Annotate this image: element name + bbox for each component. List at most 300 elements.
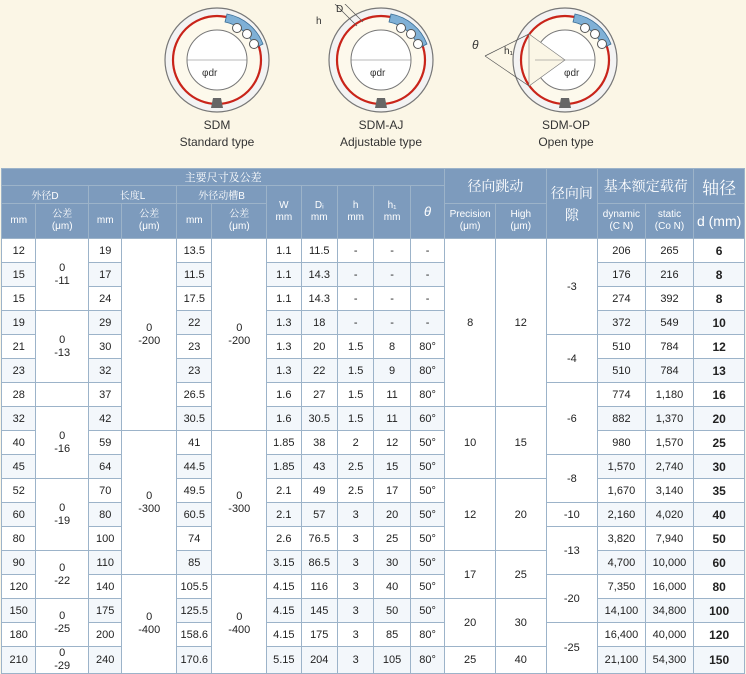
header-b-tol bbox=[212, 204, 267, 239]
dynamic-load-cell: 3,820 bbox=[598, 527, 646, 551]
groove-b-cell: 23 bbox=[177, 359, 212, 383]
dtol-upper: 0 bbox=[59, 561, 66, 574]
di-cell: 30.5 bbox=[301, 407, 337, 431]
figure-sdm bbox=[142, 4, 292, 150]
outer-d-cell: 120 bbox=[2, 575, 36, 599]
ltol-cell bbox=[122, 575, 177, 674]
di-cell: 43 bbox=[301, 455, 337, 479]
dynamic-load-cell: 2,160 bbox=[598, 503, 646, 527]
h-cell: 1.5 bbox=[337, 383, 373, 407]
theta-cell: 50° bbox=[410, 599, 445, 623]
theta-cell: 50° bbox=[410, 551, 445, 575]
header-h-label: h bbox=[352, 200, 359, 211]
h1-cell: 8 bbox=[374, 335, 410, 359]
di-cell: 14.3 bbox=[301, 287, 337, 311]
shaft-diameter-cell: 8 bbox=[694, 287, 745, 311]
table-row bbox=[2, 647, 745, 674]
table-row bbox=[2, 263, 745, 287]
dtol-upper: 0 bbox=[59, 647, 66, 659]
length-l-cell: 70 bbox=[89, 479, 122, 503]
high-cell: 30 bbox=[495, 599, 546, 647]
outer-d-cell: 23 bbox=[2, 359, 36, 383]
header-d-mm: mm bbox=[2, 204, 36, 239]
shaft-diameter-cell: 80 bbox=[694, 575, 745, 599]
header-h1-label: h₁ bbox=[387, 200, 397, 211]
w-cell: 1.3 bbox=[267, 335, 301, 359]
header-di-label: Dᵢ bbox=[314, 200, 324, 211]
sdm-op-dim-label: φdr bbox=[564, 68, 580, 79]
dtol-lower: -11 bbox=[54, 274, 70, 287]
di-cell: 49 bbox=[301, 479, 337, 503]
theta-cell: 50° bbox=[410, 503, 445, 527]
header-static-unit: (Co N) bbox=[654, 221, 685, 232]
w-cell: 1.85 bbox=[267, 455, 301, 479]
header-b-tol-label: 公差 bbox=[229, 209, 250, 220]
sdm-aj-drawing bbox=[321, 4, 441, 116]
shaft-diameter-cell: 16 bbox=[694, 383, 745, 407]
theta-cell: - bbox=[410, 287, 445, 311]
static-load-cell: 1,180 bbox=[645, 383, 694, 407]
high-cell: 40 bbox=[495, 647, 546, 674]
sdm-drawing bbox=[161, 4, 273, 116]
length-l-cell: 37 bbox=[89, 383, 122, 407]
h-cell: 3 bbox=[337, 503, 373, 527]
di-cell: 14.3 bbox=[301, 263, 337, 287]
outer-d-cell: 60 bbox=[2, 503, 36, 527]
di-cell: 38 bbox=[301, 431, 337, 455]
h1-cell: 105 bbox=[374, 647, 410, 674]
di-cell: 86.5 bbox=[301, 551, 337, 575]
sdm-aj-d-label: D bbox=[336, 4, 344, 15]
table-row bbox=[2, 407, 745, 431]
sdm-caption-type: Standard type bbox=[179, 135, 255, 149]
h1-cell: - bbox=[374, 263, 410, 287]
btol-cell bbox=[212, 239, 267, 431]
dtol-cell bbox=[36, 599, 89, 647]
dtol-lower: -16 bbox=[54, 442, 71, 455]
table-row bbox=[2, 623, 745, 647]
ltol-upper: 0 bbox=[146, 489, 153, 502]
static-load-cell: 10,000 bbox=[645, 551, 694, 575]
ltol-cell bbox=[122, 431, 177, 575]
table-row bbox=[2, 359, 745, 383]
high-cell: 15 bbox=[495, 407, 546, 479]
high-cell: 25 bbox=[495, 551, 546, 599]
groove-b-cell: 23 bbox=[177, 335, 212, 359]
table-row bbox=[2, 479, 745, 503]
length-l-cell: 42 bbox=[89, 407, 122, 431]
header-h-unit: mm bbox=[347, 212, 364, 223]
header-l-tol-label: 公差 bbox=[139, 209, 160, 220]
static-load-cell: 7,940 bbox=[645, 527, 694, 551]
precision-cell: 17 bbox=[445, 551, 496, 599]
shaft-diameter-cell: 60 bbox=[694, 551, 745, 575]
groove-b-cell: 26.5 bbox=[177, 383, 212, 407]
groove-b-cell: 44.5 bbox=[177, 455, 212, 479]
table-row bbox=[2, 527, 745, 551]
header-precision-unit: (μm) bbox=[459, 221, 481, 232]
length-l-cell: 80 bbox=[89, 503, 122, 527]
table-row bbox=[2, 239, 745, 263]
h1-cell: - bbox=[374, 287, 410, 311]
shaft-diameter-cell: 20 bbox=[694, 407, 745, 431]
shaft-diameter-cell: 150 bbox=[694, 647, 745, 674]
header-radial-runout: 径向跳动 bbox=[445, 169, 546, 204]
dtol-cell bbox=[36, 551, 89, 599]
outer-d-cell: 40 bbox=[2, 431, 36, 455]
dtol-lower: -19 bbox=[54, 514, 71, 527]
outer-d-cell: 28 bbox=[2, 383, 36, 407]
groove-b-cell: 125.5 bbox=[177, 599, 212, 623]
shaft-diameter-cell: 35 bbox=[694, 479, 745, 503]
di-cell: 11.5 bbox=[301, 239, 337, 263]
btol-upper: 0 bbox=[236, 321, 243, 334]
sdm-op-caption-type: Open type bbox=[538, 135, 594, 149]
shaft-diameter-cell: 6 bbox=[694, 239, 745, 263]
di-cell: 18 bbox=[301, 311, 337, 335]
length-l-cell: 29 bbox=[89, 311, 122, 335]
sdm-op-caption-name: SDM-OP bbox=[542, 118, 590, 132]
static-load-cell: 549 bbox=[645, 311, 694, 335]
sdm-op-theta-label: θ bbox=[472, 38, 479, 52]
h1-cell: 50 bbox=[374, 599, 410, 623]
shaft-diameter-cell: 12 bbox=[694, 335, 745, 359]
length-l-cell: 24 bbox=[89, 287, 122, 311]
btol-lower: -200 bbox=[228, 334, 251, 347]
w-cell: 1.85 bbox=[267, 431, 301, 455]
length-l-cell: 64 bbox=[89, 455, 122, 479]
clearance-cell: -20 bbox=[546, 575, 598, 623]
theta-cell: 50° bbox=[410, 455, 445, 479]
header-dynamic bbox=[598, 204, 646, 239]
ltol-lower: -300 bbox=[138, 502, 161, 515]
outer-d-cell: 15 bbox=[2, 263, 36, 287]
theta-cell: 80° bbox=[410, 335, 445, 359]
di-cell: 22 bbox=[301, 359, 337, 383]
header-dynamic-unit: (C N) bbox=[609, 221, 634, 232]
theta-cell: - bbox=[410, 239, 445, 263]
ltol-lower: -200 bbox=[138, 334, 161, 347]
header-h1-unit: mm bbox=[383, 212, 401, 223]
theta-cell: 50° bbox=[410, 479, 445, 503]
precision-cell: 10 bbox=[445, 407, 496, 479]
static-load-cell: 34,800 bbox=[645, 599, 694, 623]
precision-cell: 25 bbox=[445, 647, 496, 674]
precision-cell: 8 bbox=[445, 239, 496, 407]
theta-cell: 80° bbox=[410, 623, 445, 647]
groove-b-cell: 22 bbox=[177, 311, 212, 335]
header-high bbox=[495, 204, 546, 239]
w-cell: 2.6 bbox=[267, 527, 301, 551]
theta-cell: 80° bbox=[410, 359, 445, 383]
dtol-cell bbox=[36, 479, 89, 551]
length-l-cell: 100 bbox=[89, 527, 122, 551]
btol-cell bbox=[212, 431, 267, 575]
w-cell: 1.6 bbox=[267, 383, 301, 407]
btol-cell bbox=[212, 575, 267, 674]
header-shaft: 轴径 bbox=[694, 169, 745, 204]
dynamic-load-cell: 176 bbox=[598, 263, 646, 287]
shaft-diameter-cell: 8 bbox=[694, 263, 745, 287]
sdm-aj-dim-label: φdr bbox=[370, 68, 386, 79]
w-cell: 1.3 bbox=[267, 359, 301, 383]
sdm-caption-name: SDM bbox=[203, 118, 231, 132]
spec-table bbox=[1, 168, 745, 674]
outer-d-cell: 90 bbox=[2, 551, 36, 575]
header-static bbox=[645, 204, 694, 239]
h1-cell: 9 bbox=[374, 359, 410, 383]
shaft-diameter-cell: 40 bbox=[694, 503, 745, 527]
outer-d-cell: 19 bbox=[2, 311, 36, 335]
header-b-tol-unit: (μm) bbox=[228, 221, 250, 232]
theta-cell: 50° bbox=[410, 575, 445, 599]
w-cell: 1.1 bbox=[267, 239, 301, 263]
ltol-cell bbox=[122, 239, 177, 431]
w-cell: 4.15 bbox=[267, 599, 301, 623]
dynamic-load-cell: 274 bbox=[598, 287, 646, 311]
groove-b-cell: 158.6 bbox=[177, 623, 212, 647]
static-load-cell: 40,000 bbox=[645, 623, 694, 647]
sdm-aj-caption-name: SDM-AJ bbox=[358, 118, 404, 132]
dynamic-load-cell: 14,100 bbox=[598, 599, 646, 623]
shaft-diameter-cell: 10 bbox=[694, 311, 745, 335]
ltol-upper: 0 bbox=[146, 611, 153, 623]
high-cell: 20 bbox=[495, 479, 546, 551]
table-row bbox=[2, 551, 745, 575]
outer-d-cell: 32 bbox=[2, 407, 36, 431]
outer-d-cell: 12 bbox=[2, 239, 36, 263]
ltol-upper: 0 bbox=[146, 321, 153, 334]
theta-cell: 50° bbox=[410, 527, 445, 551]
static-load-cell: 265 bbox=[645, 239, 694, 263]
spec-table-body bbox=[2, 239, 745, 674]
outer-d-cell: 180 bbox=[2, 623, 36, 647]
sdm-dim-label: φdr bbox=[202, 68, 218, 79]
header-l-tol-unit: (μm) bbox=[138, 221, 160, 232]
shaft-diameter-cell: 100 bbox=[694, 599, 745, 623]
theta-cell: 50° bbox=[410, 431, 445, 455]
dtol-lower: -29 bbox=[54, 660, 71, 672]
outer-d-cell: 45 bbox=[2, 455, 36, 479]
dynamic-load-cell: 206 bbox=[598, 239, 646, 263]
table-row bbox=[2, 575, 745, 599]
sdm-aj-caption-type: Adjustable type bbox=[339, 135, 423, 149]
header-high-unit: (μm) bbox=[510, 221, 532, 232]
length-l-cell: 200 bbox=[89, 623, 122, 647]
dtol-cell bbox=[36, 239, 89, 311]
di-cell: 116 bbox=[301, 575, 337, 599]
header-h1 bbox=[374, 186, 410, 239]
length-l-cell: 175 bbox=[89, 599, 122, 623]
dtol-lower: -22 bbox=[54, 574, 71, 587]
dynamic-load-cell: 510 bbox=[598, 359, 646, 383]
sdm-op-drawing bbox=[473, 4, 623, 116]
h1-cell: 12 bbox=[374, 431, 410, 455]
header-high-label: High bbox=[510, 209, 532, 220]
figure-sdm-op bbox=[468, 4, 628, 150]
groove-b-cell: 49.5 bbox=[177, 479, 212, 503]
header-static-label: static bbox=[657, 209, 682, 220]
h1-cell: - bbox=[374, 311, 410, 335]
outer-d-cell: 15 bbox=[2, 287, 36, 311]
h-cell: 1.5 bbox=[337, 407, 373, 431]
dtol-upper: 0 bbox=[59, 261, 66, 274]
h1-cell: - bbox=[374, 239, 410, 263]
outer-d-cell: 80 bbox=[2, 527, 36, 551]
di-cell: 204 bbox=[301, 647, 337, 674]
dtol-cell bbox=[36, 647, 89, 674]
header-d-tol bbox=[36, 204, 89, 239]
groove-b-cell: 170.6 bbox=[177, 647, 212, 674]
theta-cell: 80° bbox=[410, 647, 445, 674]
length-l-cell: 59 bbox=[89, 431, 122, 455]
h-cell: 3 bbox=[337, 647, 373, 674]
h1-cell: 20 bbox=[374, 503, 410, 527]
dtol-upper: 0 bbox=[59, 501, 66, 514]
h-cell: 2.5 bbox=[337, 479, 373, 503]
header-w-unit: mm bbox=[275, 212, 293, 223]
dtol-lower: -13 bbox=[54, 346, 71, 359]
table-row bbox=[2, 335, 745, 359]
w-cell: 1.1 bbox=[267, 287, 301, 311]
header-length-l: 长度L bbox=[89, 186, 177, 204]
table-row bbox=[2, 599, 745, 623]
h-cell: 1.5 bbox=[337, 335, 373, 359]
h1-cell: 17 bbox=[374, 479, 410, 503]
header-theta: θ bbox=[410, 186, 445, 239]
w-cell: 1.3 bbox=[267, 311, 301, 335]
static-load-cell: 54,300 bbox=[645, 647, 694, 674]
dtol-lower: -25 bbox=[54, 622, 71, 635]
shaft-diameter-cell: 13 bbox=[694, 359, 745, 383]
clearance-cell: -6 bbox=[546, 383, 598, 455]
h-cell: 3 bbox=[337, 599, 373, 623]
btol-lower: -400 bbox=[228, 624, 251, 636]
btol-lower: -300 bbox=[228, 502, 251, 515]
static-load-cell: 3,140 bbox=[645, 479, 694, 503]
h1-cell: 11 bbox=[374, 383, 410, 407]
table-row bbox=[2, 287, 745, 311]
h1-cell: 30 bbox=[374, 551, 410, 575]
header-outer-d: 外径D bbox=[2, 186, 89, 204]
h-cell: 2.5 bbox=[337, 455, 373, 479]
dtol-upper: 0 bbox=[59, 429, 66, 442]
header-main-dimensions: 主要尺寸及公差 bbox=[2, 169, 445, 186]
header-rated-load: 基本额定载荷 bbox=[598, 169, 694, 204]
dynamic-load-cell: 372 bbox=[598, 311, 646, 335]
static-load-cell: 1,570 bbox=[645, 431, 694, 455]
header-w-label: W bbox=[279, 200, 289, 211]
length-l-cell: 30 bbox=[89, 335, 122, 359]
groove-b-cell: 74 bbox=[177, 527, 212, 551]
static-load-cell: 1,370 bbox=[645, 407, 694, 431]
theta-cell: 60° bbox=[410, 407, 445, 431]
precision-cell: 20 bbox=[445, 599, 496, 647]
groove-b-cell: 85 bbox=[177, 551, 212, 575]
btol-upper: 0 bbox=[236, 489, 243, 502]
w-cell: 1.6 bbox=[267, 407, 301, 431]
h-cell: 1.5 bbox=[337, 359, 373, 383]
h-cell: 3 bbox=[337, 623, 373, 647]
w-cell: 3.15 bbox=[267, 551, 301, 575]
header-di bbox=[301, 186, 337, 239]
static-load-cell: 4,020 bbox=[645, 503, 694, 527]
clearance-cell: -25 bbox=[546, 623, 598, 674]
groove-b-cell: 11.5 bbox=[177, 263, 212, 287]
header-dynamic-label: dynamic bbox=[602, 209, 641, 220]
groove-b-cell: 17.5 bbox=[177, 287, 212, 311]
outer-d-cell: 52 bbox=[2, 479, 36, 503]
outer-d-cell: 150 bbox=[2, 599, 36, 623]
dynamic-load-cell: 510 bbox=[598, 335, 646, 359]
w-cell: 5.15 bbox=[267, 647, 301, 674]
static-load-cell: 216 bbox=[645, 263, 694, 287]
header-di-unit: mm bbox=[310, 212, 328, 223]
figure-area bbox=[0, 0, 746, 168]
theta-cell: - bbox=[410, 263, 445, 287]
h-cell: - bbox=[337, 239, 373, 263]
outer-d-cell: 21 bbox=[2, 335, 36, 359]
high-cell: 12 bbox=[495, 239, 546, 407]
h1-cell: 15 bbox=[374, 455, 410, 479]
w-cell: 2.1 bbox=[267, 503, 301, 527]
h-cell: - bbox=[337, 287, 373, 311]
h1-cell: 11 bbox=[374, 407, 410, 431]
dynamic-load-cell: 16,400 bbox=[598, 623, 646, 647]
dynamic-load-cell: 21,100 bbox=[598, 647, 646, 674]
groove-b-cell: 60.5 bbox=[177, 503, 212, 527]
header-radial-clearance: 径向间隙 bbox=[546, 169, 598, 239]
header-d-tol-label: 公差 bbox=[52, 209, 73, 220]
shaft-diameter-cell: 50 bbox=[694, 527, 745, 551]
clearance-cell: -4 bbox=[546, 335, 598, 383]
dtol-upper: 0 bbox=[59, 609, 66, 622]
shaft-diameter-cell: 120 bbox=[694, 623, 745, 647]
header-groove-b: 外径动槽B bbox=[177, 186, 267, 204]
h1-cell: 25 bbox=[374, 527, 410, 551]
clearance-cell: -3 bbox=[546, 239, 598, 335]
figure-sdm-aj bbox=[306, 4, 456, 150]
static-load-cell: 392 bbox=[645, 287, 694, 311]
table-row bbox=[2, 383, 745, 407]
length-l-cell: 240 bbox=[89, 647, 122, 674]
header-d-tol-unit: (μm) bbox=[51, 221, 73, 232]
sdm-aj-h-label: h bbox=[316, 16, 322, 27]
table-row bbox=[2, 431, 745, 455]
length-l-cell: 17 bbox=[89, 263, 122, 287]
h-cell: 3 bbox=[337, 575, 373, 599]
dynamic-load-cell: 4,700 bbox=[598, 551, 646, 575]
dynamic-load-cell: 774 bbox=[598, 383, 646, 407]
clearance-cell: -8 bbox=[546, 455, 598, 503]
h1-cell: 40 bbox=[374, 575, 410, 599]
di-cell: 20 bbox=[301, 335, 337, 359]
theta-cell: 80° bbox=[410, 383, 445, 407]
dynamic-load-cell: 1,670 bbox=[598, 479, 646, 503]
header-precision-label: Precision bbox=[449, 209, 491, 220]
dynamic-load-cell: 1,570 bbox=[598, 455, 646, 479]
h1-cell: 85 bbox=[374, 623, 410, 647]
h-cell: 2 bbox=[337, 431, 373, 455]
shaft-diameter-cell: 25 bbox=[694, 431, 745, 455]
groove-b-cell: 30.5 bbox=[177, 407, 212, 431]
length-l-cell: 140 bbox=[89, 575, 122, 599]
w-cell: 1.1 bbox=[267, 263, 301, 287]
di-cell: 175 bbox=[301, 623, 337, 647]
dynamic-load-cell: 980 bbox=[598, 431, 646, 455]
static-load-cell: 16,000 bbox=[645, 575, 694, 599]
clearance-cell: -10 bbox=[546, 503, 598, 527]
